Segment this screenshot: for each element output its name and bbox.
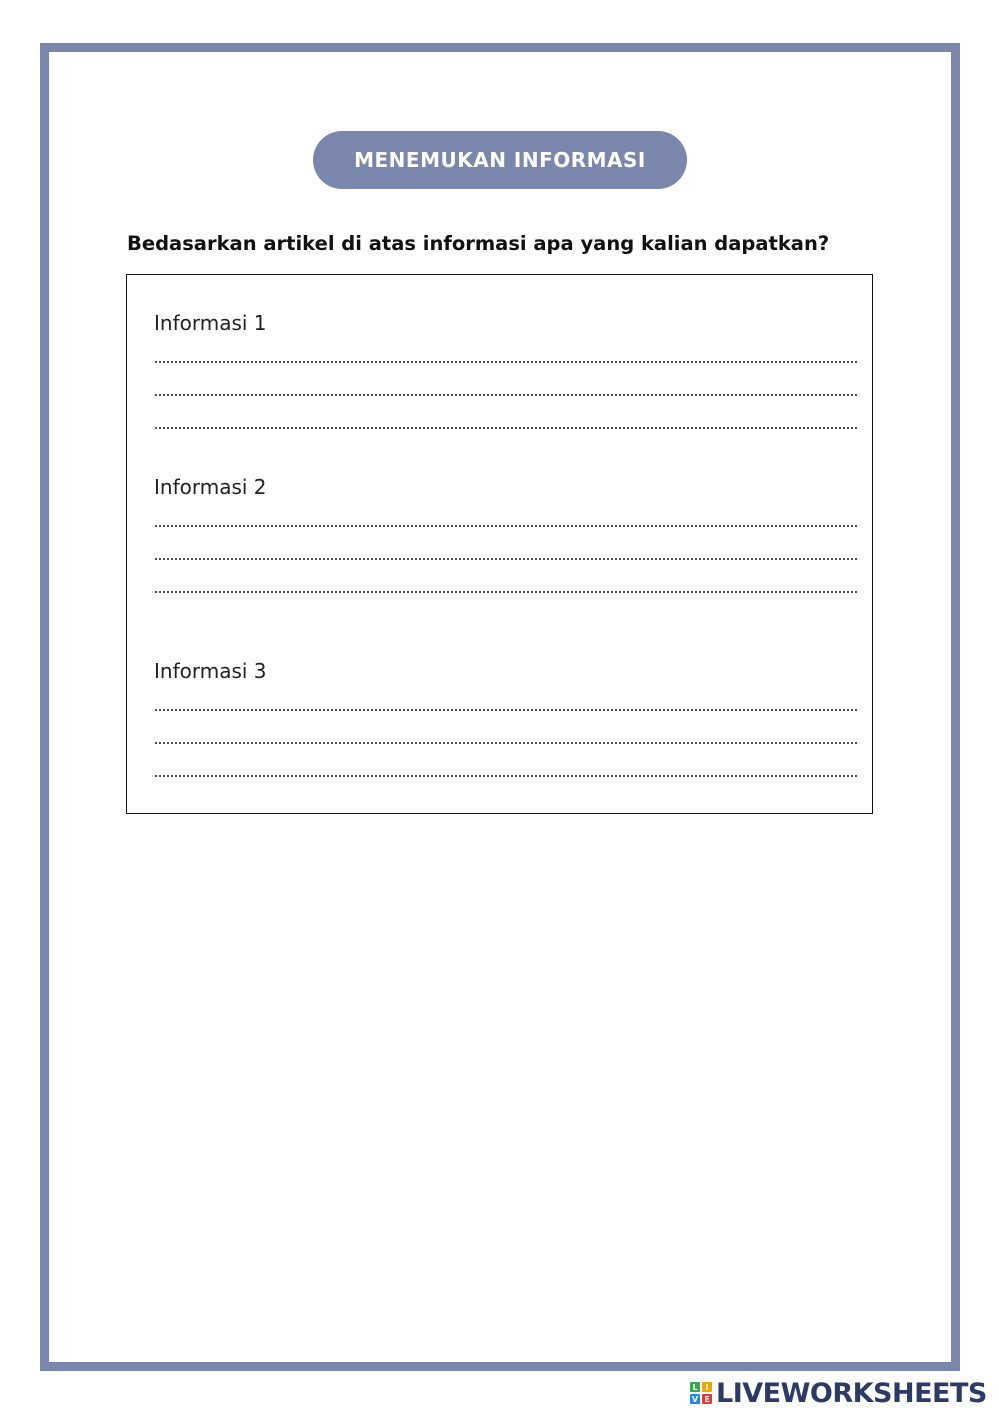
answer-line[interactable] bbox=[154, 394, 859, 396]
logo-letter: E bbox=[702, 1394, 712, 1404]
information-label-3: Informasi 3 bbox=[154, 659, 267, 683]
section-title-badge bbox=[313, 131, 687, 189]
liveworksheets-logo bbox=[690, 1376, 987, 1410]
section-title: MENEMUKAN INFORMASI bbox=[354, 148, 646, 172]
logo-letter: L bbox=[690, 1382, 700, 1392]
answer-line[interactable] bbox=[154, 709, 859, 711]
answer-line[interactable] bbox=[154, 525, 859, 527]
answer-box bbox=[126, 274, 873, 814]
answer-line[interactable] bbox=[154, 427, 859, 429]
logo-letter: I bbox=[702, 1382, 712, 1392]
question-text: Bedasarkan artikel di atas informasi apa yang kalian dapatkan? bbox=[127, 232, 830, 255]
logo-text: LIVEWORKSHEETS bbox=[716, 1377, 987, 1409]
answer-line[interactable] bbox=[154, 591, 859, 593]
information-label-1: Informasi 1 bbox=[154, 311, 267, 335]
information-section-3 bbox=[154, 656, 859, 686]
answer-line[interactable] bbox=[154, 558, 859, 560]
information-section-2 bbox=[154, 472, 859, 502]
answer-line[interactable] bbox=[154, 361, 859, 363]
information-label-2: Informasi 2 bbox=[154, 475, 267, 499]
logo-icon bbox=[690, 1382, 712, 1404]
answer-line[interactable] bbox=[154, 775, 859, 777]
logo-letter: V bbox=[691, 1394, 699, 1404]
information-section-1 bbox=[154, 308, 859, 338]
answer-line[interactable] bbox=[154, 742, 859, 744]
